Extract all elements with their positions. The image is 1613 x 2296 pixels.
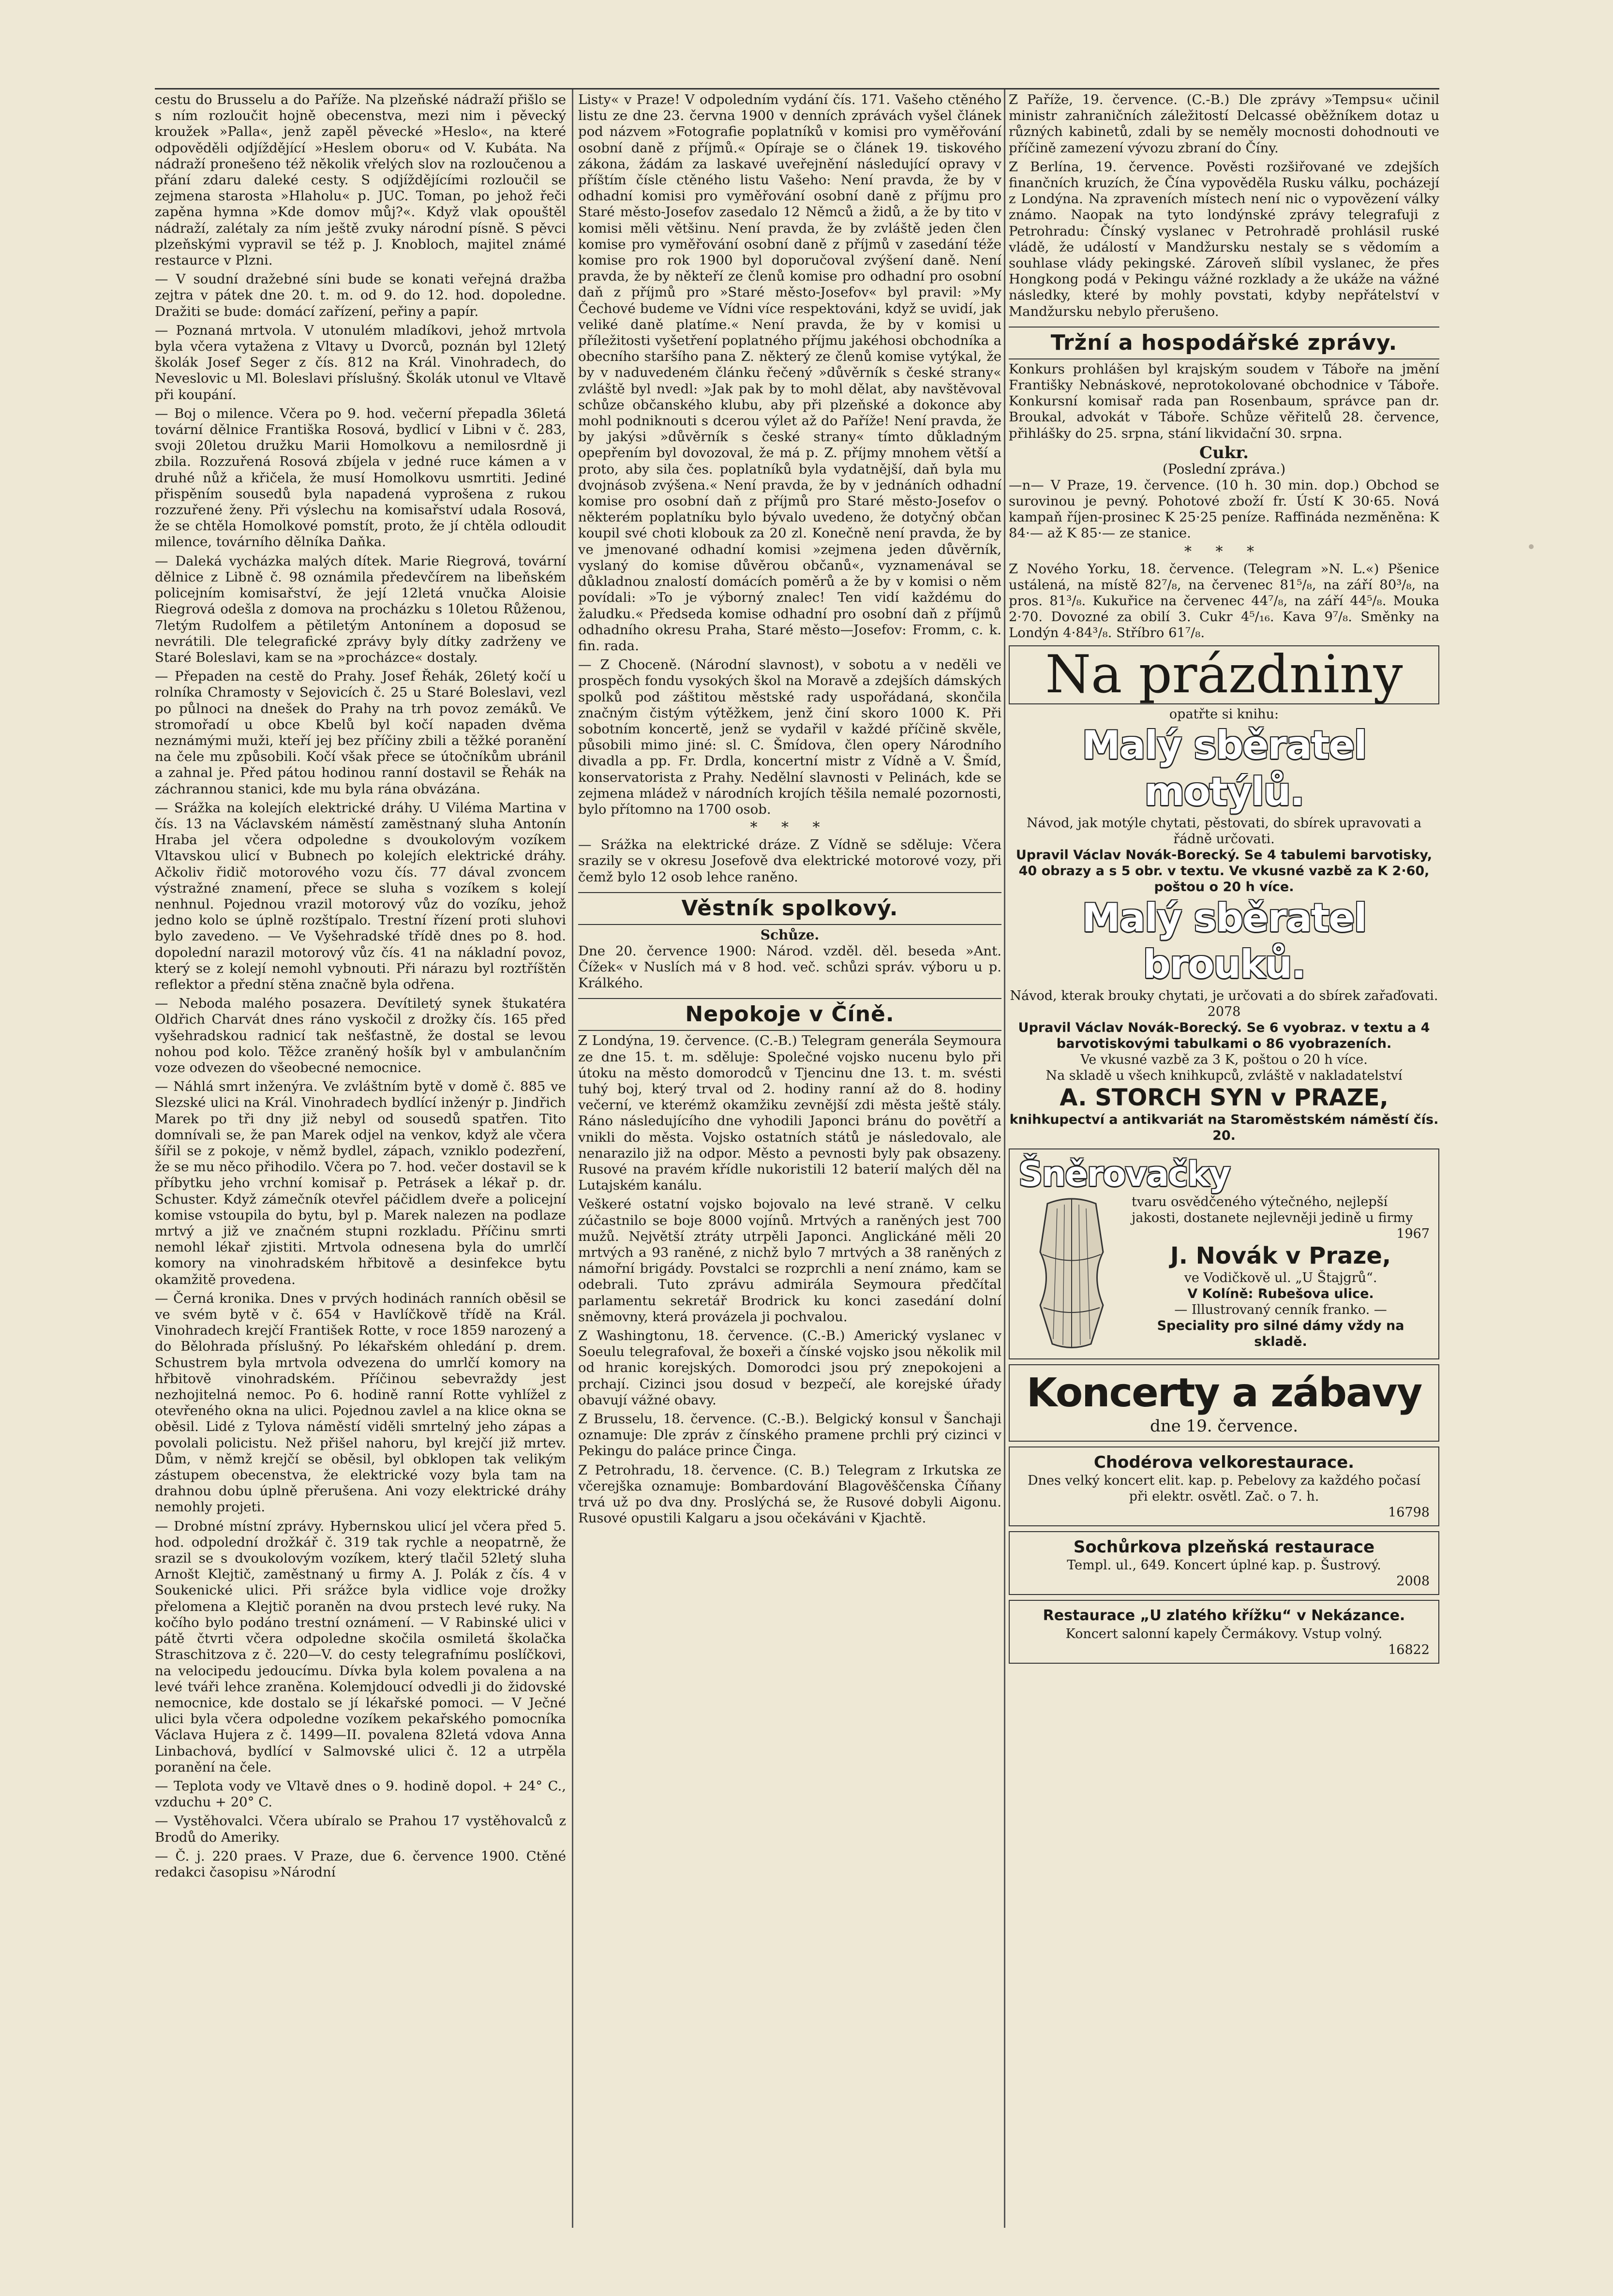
article: — Neboda malého posazera. Devítiletý synek štukatéra Oldřich Charvát dnes ráno vyskočil z drožky čís. 165 před vyšehradskou radnicí tak nešťastně, že dostal se levou nohou pod kolo. Těžce zraněný hošík byl v ambulančním voze odvezen do všeobecné nemocnice. [155,996,566,1075]
separator-stars: * * * [1184,543,1264,560]
article: Listy« v Praze! V odpoledním vydání čís. 171. Vašeho ctěného listu ze dne 23. června 1900 v denních zprávách vyšel článek pod názvem »Fotografie poplatníků v komisi pro vyměřování osobní daně z příjmů.« Opíraje se o článek 19. tiskového zákona, žádám za laskavé uveřejnění následující opravy v příštím čísle ctěného listu Vašeho: Není pravda, že by v odhadní komisi pro vyměřování osobní daně z příjmu pro Staré město-Josefov zasedalo 12 Němců a židů, a že by tito v komisi měli většinu. Není pravda, že by zvláště jeden člen komise pro vyměřování osobní daně z příjmů v zasedání téže komise pro rok 1900 byl doporučoval zvýšení daně. Není pravda, že by někteří ze členů komise pro odhadní pro osobní daň z příjmů pro »Staré město-Josefov« byl pravil: »My Čechové budeme ve Vídni více respektováni, když se uvidí, jak veliké daně platíme.« Není pravda, že by v komisi u příležitosti vyšetření poplatného příjmu jakéhosi obchodníka a obecního staršího pana Z. některý ze členů komise vytýkal, že by v naduvedeném článku řečený »důvěrník s české strany« zvláště byl nvedl: »Jak pak by to mohl dělat, aby navštěvoval schůze občanského klubu, aby při plzeňské a dokonce aby mohl podniknouti s dcerou výlet až do Paříže! Není pravda, že by jakýsi »důvěrník s české strany« tímto důkladným opepřením byl dovozoval, že má p. Z. příjmy mnohem větší a proto, aby sila čes. poplatníků byla vydatnější, daň byla mu dvojnásob zvýšena.« Není pravda, že by v jednáních odhadní komise pro osobní daň z příjmů pro Staré město-Josefov o některém poplatníku bylo bývalo uvedeno, že dotyčný občan koupil své choti klobouk za 20 zl. Konečně není pravda, že by ve jmenované odhadní komisi »zejmena jeden důvěrník, vyslaný do komise důvěrou občanů«, vyznamenával se důkladnou znalostí domácích poměrů a že by v komisi o něm povídali: »To je výborný znalec! Ten vidí každému do žaludku.« Předseda komise odhadní pro osobní daň z příjmů odhadního okresu Praha, Staré město—Josefov: Fromm, c. k. fin. rada. [578,92,1001,654]
ad-sklad: Na skladě u všech knihkupců, zvláště v nakladatelství [1045,1068,1403,1083]
article: Veškeré ostatní vojsko bojovalo na levé straně. V celku zúčastnilo se boje 8000 vojínů. Mrtvých a raněných jest 700 mužů. Největší ztráty utrpěli Japonci. Anglickáné měli 20 mrtvých a 93 raněné, z nichž bylo 7 mrtvých a 38 raněných z námořní brigády. Povstalci se rozprchli a není známo, kam se odebrali. Tuto zprávu admirála Seymoura předčítal parlamentu sekretář Brodrick ku konci zasedání dolní sněmovny, která provázela ji pochvalou. [578,1196,1001,1325]
article: — Č. j. 220 praes. V Praze, due 6. července 1900. Ctěné redakci časopisu »Národní [155,1848,566,1880]
ad-zlaty-krizek-text: Koncert salonní kapely Čermákovy. Vstup volný. [1065,1626,1383,1641]
ad-zlaty-krizek-num: 16822 [1388,1642,1430,1657]
ad-motylu-desc: Návod, jak motýle chytati, pěstovati, do sbírek upravovati a řádně určovati. [1026,815,1422,847]
ad-storch: A. STORCH SYN v PRAZE, [1060,1084,1389,1111]
ad-snerovacky-num: 1967 [1396,1226,1430,1241]
ad-na-prazdniny-title: Na prázdniny [1009,645,1439,704]
ad-brouku-num: 2078 [1207,1004,1241,1019]
article: Z Brusselu, 18. července. (C.-B.). Belgický konsul v Šanchaji oznamuje: Dle zpráv z čínského pramene prchli prý cizinci v Pekingu do paláce prince Činga. [578,1411,1001,1459]
corset-illustration-icon [1018,1194,1125,1354]
ad-novak-kolin: V Kolíně: Rubešova ulice. [1187,1286,1374,1301]
ad-choderova-text: Dnes velký koncert elit. kap. p. Pebelovy za každého počasí při elektr. osvětl. Zač. o 7. h. [1027,1473,1421,1504]
article: — Srážka na elektrické dráze. Z Vídně se sděluje: Včera srazily se v okresu Josefově dva elektrické motorové vozy, při čemž bylo 12 osob lehce raněno. [578,837,1001,885]
column-1 [155,92,566,2225]
ad-sochurkova [1009,1531,1439,1595]
section-heading-spolky: Věstník spolkový. [578,892,1001,925]
ad-brouku-title: Malý sběratel brouků. [1082,895,1366,987]
ad-koncerty [1009,1364,1439,1442]
page-hole [1529,544,1534,549]
article: — Vystěhovalci. Včera ubíralo se Prahou 17 vystěhovalců z Brodů do Ameriky. [155,1813,566,1845]
ad-sochurkova-num: 2008 [1396,1573,1430,1589]
article: — Teplota vody ve Vltavě dnes o 9. hodině dopol. + 24° C., vzduchu + 20° C. [155,1778,566,1810]
ad-snerovacky-body [1018,1194,1430,1354]
article: Dne 20. července 1900: Národ. vzděl. děl. beseda »Ant. Čížek« v Nuslích má v 8 hod. več. schůzi správ. výboru u p. Králkého. [578,943,1001,991]
ad-choderova-title: Chodérova velkorestaurace. [1093,1452,1355,1472]
ad-brouku-upravil: Upravil Václav Novák-Borecký. Se 6 vyobraz. v textu a 4 barvotiskovými tabulkami o 86 vyobrazeních. [1018,1020,1430,1051]
ad-choderova-num: 16798 [1388,1505,1430,1520]
ad-sochurkova-text: Templ. ul., 649. Koncert úplné kap. p. Šustrový. [1067,1557,1381,1573]
ad-snerovacky-text-wrap [1132,1194,1430,1350]
article: Konkurs prohlášen byl krajským soudem v Táboře na jmění Františky Nebnáskové, neprotokolované obchodnice v Táboře. Konkursní komisař rada pan Rosenbaum, správce pan dr. Broukal, advokát v Táboře. Schůze věřitelů 28. července, přihlášky do 25. srpna, stání likvidační 30. srpna. [1009,361,1439,441]
ad-brouku-desc-text: Návod, kterak brouky chytati, je určovati a do sbírek zařaďovati. [1010,988,1438,1003]
subheading-cukr-note: (Poslední zpráva.) [1162,461,1286,477]
ad-storch-sub: knihkupectví a antikvariát na Staroměstském náměstí čís. 20. [1009,1112,1439,1143]
ad-snerovacky-title: Šněrovačky [1018,1154,1230,1194]
ad-snerovacky-text: tvaru osvědčeného výtečného, nejlepší jakosti, dostanete nejlevněji jedině u firmy [1132,1194,1413,1225]
article: Z Washingtonu, 18. července. (C.-B.) Americký vyslanec v Soeulu telegrafoval, že boxeři a čínské vojsko jsou několik mil od hranic korejských. Domorodci jsou prý znepokojeni a prchají. Cizinci jsou dosud v bezpečí, ale korejské úřady obavují vážné obavy. [578,1328,1001,1408]
top-rule [155,88,1439,89]
ad-motylu-upravil: Upravil Václav Novák-Borecký. Se 4 tabulemi barvotisky, 40 obrazy a s 5 obr. v textu. Ve vkusné vazbě za K 2·60, poštou o 20 h více. [1016,847,1433,895]
article: Z Londýna, 19. července. (C.-B.) Telegram generála Seymoura ze dne 15. t. m. sděluje: Společné vojsko nucenu bylo při útoku na město domorodců v Tjencinu dne 13. t. m. svésti tuhý boj, který trval od 2. hodiny ranní až do 8. hodiny večerní, ve kterémž okamžiku zevnější zdi města ještě stály. Ráno následujícího dne vyhodili Japonci bránu do povětří a vnikli do města. Vojsko ostatních států je následovalo, ale nenarazilo již na odpor. Město a pevnosti byly pak obsazeny. Rusové na pravém křídle nukoristili 12 baterií malých děl na Lutajském kanálu. [578,1033,1001,1193]
ad-novak-spec: Speciality pro silné dámy vždy na skladě. [1157,1318,1404,1349]
column-rule-2 [1004,89,1005,2228]
ad-koncerty-title: Koncerty a zábavy [1026,1370,1422,1416]
article: — Drobné místní zprávy. Hybernskou ulicí jel včera před 5. hod. odpolední drožkář č. 319 tak rychle a neopatrně, že srazil se s dvoukolovým vozíkem, který tlačil 52letý sluha Arnošt Klejtič, zaměstnaný u firmy A. J. Polák z čís. 4 v Soukenické ulici. Při srážce byla vidlice voje drožky přelomena a Klejtič poraněn na dvou prstech levé ruky. Na kočího bylo podáno trestní oznámení. — V Rabinské ulici v pátě čtvrti včera odpoledne skočila osmiletá školačka Straschitzova z č. 220—V. do cesty telegrafnímu poslíčkovi, na velocipedu jedoucímu. Dívka byla kolem povalena a na levé tváři lehce zraněna. Kolemjdoucí odvedli ji do židovské nemocnice, kde dostalo se jí lékařské pomoci. — V Ječné ulici byla včera odpoledne vozíkem pekařského pomocníka Václava Hujera z č. 1499—II. povalena 82letá vdova Anna Linbachová, bydlící v Salmovské ulici č. 12 a utrpěla poranění na čele. [155,1518,566,1775]
article: —n— V Praze, 19. července. (10 h. 30 min. dop.) Obchod se surovinou je pevný. Pohotové zboží fr. Ústí K 30·65. Nová kampaň říjen-prosinec K 25·25 peníze. Raffináda nezměněna: K 84·— až K 85·— ze stanice. [1009,477,1439,541]
article: — Náhlá smrt inženýra. Ve zvláštním bytě v domě č. 885 ve Slezské ulici na Král. Vinohradech bydlící inženýr p. Jindřich Marek po tři dny již nebyl od sousedů spatřen. Tito domnívali se, že pan Marek odjel na venkov, když ale včera šířil se z pokoje, v němž bydlel, zápach, vzniklo podezření, že se mu něco přihodilo. Včera po 7. hod. večer dostavil se k příbytku jeho vrchní komisař p. Petrásek a lékař p. dr. Schuster. Když zámečník otevřel páčidlem dveře a policejní komise vstoupila do bytu, byl p. Marek nalezen na podlaze mrtvý a již ve značném stupni rozkladu. Příčinu smrti nemohl lékař zjistiti. Mrtvola odnesena byla do umrlčí komory na vinohradském hřbitově a desinfekce bytu okamžitě provedena. [155,1079,566,1287]
ad-choderova [1009,1446,1439,1526]
article: — Poznaná mrtvola. V utonulém mladíkovi, jehož mrtvola byla včera vytažena z Vltavy u Dvorců, poznán byl 12letý školák Josef Seger z čís. 812 na Král. Vinohradech, do Neveslovic u Ml. Boleslavi příslušný. Školák utonul ve Vltavě při koupání. [155,322,566,403]
article: — Daleká vycházka malých dítek. Marie Riegrová, tovární dělnice z Libně č. 98 oznámila předevčírem na libeňském policejním komisařství, že její 12letá vnučka Aloisie Riegrová odešla z domova na procházku s 10letou Růženou, 7letým Rudolfem a pětiletým Antonínem a doposud se nevrátili. Dle telegrafické zprávy byly dítky zadrženy ve Staré Boleslavi, kam se na »procházce« dostaly. [155,553,566,665]
separator-stars: * * * [750,819,830,836]
article: Z Petrohradu, 18. července. (C. B.) Telegram z Irkutska ze včerejška oznamuje: Bombardování Blagověščenska Číňany trvá už po dva dny. Proslýchá se, že Rusové dobyli Aigonu. Rusové opustili Kalgaru a jsou očekáváni v Kjachtě. [578,1462,1001,1526]
column-3 [1009,92,1439,2225]
ad-zlaty-krizek [1009,1600,1439,1664]
article: — V soudní dražebné síni bude se konati veřejná dražba zejtra v pátek dne 20. t. m. od 9. do 12. hod. dopoledne. Dražiti se bude: domácí zařízení, peřiny a papír. [155,271,566,319]
article: Z Nového Yorku, 18. července. (Telegram »N. L.«) Pšenice ustálená, na místě 82⁷/₈, na červenec 81⁵/₈, na září 80³/₈, na pros. 81³/₈. Kukuřice na červenec 44⁷/₈, na září 44⁵/₈. Mouka 2·70. Dovozné za obilí 3. Cukr 4⁵/₁₆. Kava 9⁷/₈. Směnky na Londýn 4·84³/₈. Stříbro 61⁷/₈. [1009,561,1439,641]
ad-sochurkova-title: Sochůrkova plzeňská restaurace [1073,1537,1375,1557]
section-heading-nepokoje: Nepokoje v Číně. [578,998,1001,1031]
subheading-cukr: Cukr. [1199,443,1249,462]
article: — Srážka na kolejích elektrické dráhy. U Viléma Martina v čís. 13 na Václavském náměstí zaměstnaný sluha Antonín Hraba jel včera odpoledne s dvoukolovým vozíkem Vltavskou ulicí v Bubnech po kolejích elektrické dráhy. Ačkoliv řidič motorového vozu čís. 77 dával zvoncem výstražné znamení, přece se sluha s vozíkem s kolejí nenhnul. Pojednou vrazil motorový vůz do vozíku, jehož jedno kolo se úplně rozštípalo. Trestní řízení proti sluhovi bylo zavedeno. — Ve Vyšehradské třídě dnes po 8. hod. dopolední narazil motorový vůz čís. 41 na nákladní povoz, který se z kolejí nemohl vybnouti. Při nárazu byl roztříštěn reflektor a přední stěna značně byla odřena. [155,800,566,992]
section-heading-trzni: Tržní a hospodářské zprávy. [1009,327,1439,359]
ad-brouku-desc [1009,988,1439,1020]
ad-novak-addr: ve Vodičkově ul. „U Štajgrů“. [1184,1270,1377,1285]
ad-zlaty-krizek-title: Restaurace „U zlatého křížku“ v Nekázance. [1043,1607,1405,1624]
column-2 [578,92,1001,2225]
ad-koncerty-date: dne 19. července. [1150,1416,1299,1436]
ad-novak-cennik: — Illustrovaný cenník franko. — [1174,1302,1387,1317]
column-rule-1 [572,89,573,2228]
article: — Černá kronika. Dnes v prvých hodinách ranních oběsil se ve svém bytě v č. 654 v Havlíčkově třídě na Král. Vinohradech krejčí František Rotte, v roce 1859 narozený a do Bělohrada příslušný. Po lékařském ohledání p. drem. Schustrem byla mrtvola odvezena do umrlčí komory na hřbitově vinohradském. Příčinou sebevraždy jest nezhojitelná nemoc. Po 6. hodině ranní Rotte vyhlížel z otevřeného okna na ulici. Pojednou zavlel a na klice okna se oběsil. Lidé z Tylova náměstí viděli smrtelný jeho zápas a povolali policistu. Než přišel nahoru, byl krejčí již mrtev. Dům, v němž krejčí se oběsil, byl obklopen tak velikým zástupem obecenstva, že elektrické vozy byla tam na drahnou dobu úplně přerušena. Ani vozy elektrické dráhy nemohly projeti. [155,1290,566,1515]
article: Z Berlína, 19. července. Pověsti rozšiřované ve zdejších finančních kruzích, že Čína vypověděla Rusku válku, pocházejí z Londýna. Na zpraveních místech není nic o vypovězení války známo. Naopak na tyto londýnské zprávy telegrafuji z Petrohradu: Čínský vyslanec v Petrohradě prohlásil ruské vládě, že událostí v Mandžursku nestaly se s vědomím a souhlase vlády pekingské. Zároveň slíbil vyslanec, že přes Hongkong podá v Pekingu vážné rozklady a že ukáže na vážné následky, které by mohly povstati, kdyby nepřátelství v Mandžursku nebylo přerušeno. [1009,159,1439,319]
ad-opatrte: opatřte si knihu: [1169,706,1279,722]
subheading-schuze: Schůze. [760,926,820,943]
ad-brouku-cena: Ve vkusné vazbě za 3 K, poštou o 20 h více. [1080,1052,1368,1067]
article: Z Paříže, 19. července. (C.-B.) Dle zprávy »Tempsu« učinil ministr zahraničních záležitostí Delcassé oběžníkem dotaz u různých kabinetů, zdali by se neměly mocnosti dohodnouti ve příčině zamezení vývozu zbraní do Číny. [1009,92,1439,156]
article: — Z Choceně. (Národní slavnost), v sobotu a v neděli ve prospěch fondu vysokých škol na Moravě a zdejších dámských spolků pod záštitou městské rady uspořádaná, skončila značným čistým výtěžkem, jenž činí skoro 1000 K. Při sobotním koncertě, jenž se vydařil v každé příčině skvěle, působili mimo jiné: sl. C. Šmídova, člen opery Národního divadla a pp. Fr. Drdla, koncertní mistr z Vídně a V. Šmíd, konservatorista z Prahy. Nedělní slavnosti v Pelinách, kde se zejmena mládež v národních krojích těšila nemalé pozornosti, bylo přítomno na 1700 osob. [578,657,1001,817]
ad-novak: J. Novák v Praze, [1170,1242,1391,1269]
article: — Přepaden na cestě do Prahy. Josef Řehák, 26letý kočí u rolníka Chramosty v Sejovicích č. 25 u Staré Boleslavi, vezl po půlnoci na dnešek do Prahy na trh povoz zemáků. Ve stromořadí u obce Kbelů byl kočí napaden dvěma neznámými muži, kteří jej bez příčiny zbili a těžké poranění na čele mu způsobili. Kočí však přece se útočníkům ubránil a zahnal je. Před pátou hodinou ranní dostavil se Řehák na záchrannou stanici, kde mu byla rána obvázána. [155,669,566,797]
ad-snerovacky [1009,1148,1439,1359]
ad-motylu-title: Malý sběratel motýlů. [1082,722,1366,814]
article: — Boj o milence. Včera po 9. hod. večerní přepadla 36letá tovární dělnice Františka Rosová, bydlicí v Libni v č. 283, svoji 20letou družku Marii Homolkovu a nemilosrdně ji zbila. Rozzuřená Rosová zbíjela v jedné ruce kámen a v druhé nůž a křičela, že musí Homolkovu usmrtiti. Jediné přispěním sousedů byla napadená vyprošena z rukou rozzuřené ženy. Při výslechu na komisařství udala Rosová, že se chtěla Homolkové pomstít, proto, že jí chtěla odloudit milence, továrního dělníka Daňka. [155,405,566,550]
article: cestu do Brusselu a do Paříže. Na plzeňské nádraží přišlo se s ním rozloučit hojně obecenstva, mezi nim i pěvecký kroužek »Palla«, jenž zapěl pěvecké »Heslo«, na které odpověděli odjíždějící »Heslem oboru« od V. Kubáta. Na nádraží pronešeno též několik vřelých slov na rozloučenou a přání zdaru daleké cesty. S odjíždějícími rozloučil se zejmena starosta »Hlaholu« p. JUC. Toman, po jehož řeči zapěna hymna »Kde domov můj?«. Když vlak opouštěl nádraží, zalétaly za ním ještě zvuky národní písně. S pěvci plzeňskými vypravil se též p. J. Knobloch, majitel známé restaurce v Plzni. [155,92,566,268]
